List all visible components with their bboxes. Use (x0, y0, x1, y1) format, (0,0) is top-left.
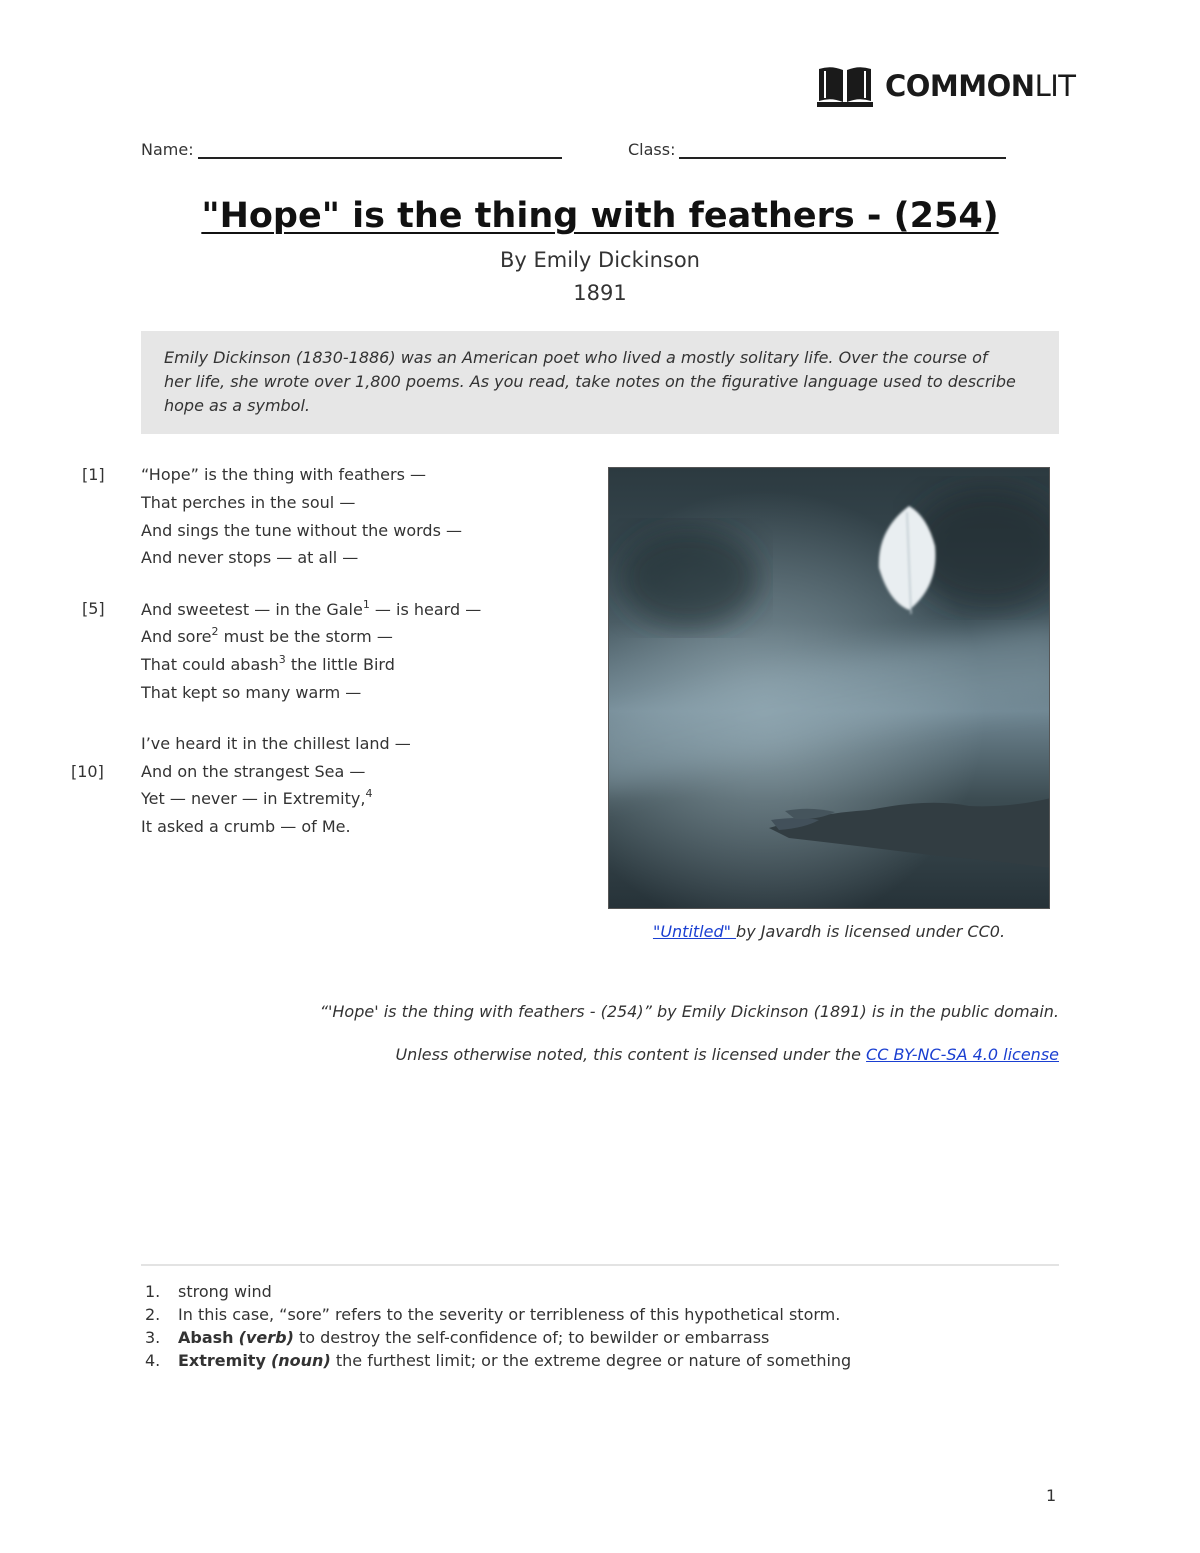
class-field[interactable] (628, 140, 1006, 159)
byline: By Emily Dickinson (500, 248, 700, 272)
page-number: 1 (1046, 1486, 1057, 1505)
line-number: [5] (82, 599, 105, 618)
feather-photo (608, 467, 1050, 909)
footnote: 1. strong wind (145, 1282, 272, 1301)
license-link[interactable]: CC BY-NC-SA 4.0 license (866, 1045, 1059, 1064)
class-line[interactable] (679, 141, 1006, 159)
footnote-ref: 3 (278, 653, 286, 666)
photo-link[interactable]: "Untitled" (652, 922, 737, 941)
name-label: Name: (141, 140, 194, 159)
footnote-ref: 1 (362, 598, 370, 611)
footnote-divider (141, 1264, 1059, 1266)
class-label: Class: (628, 140, 676, 159)
poem-line: That could abash$^3$ the little Bird (141, 653, 395, 674)
public-domain-notice: “'Hope' is the thing with feathers - (254)” by Emily Dickinson (1891) is in the public domain. (319, 1002, 1059, 1021)
poem-line: And on the strangest Sea — (141, 762, 366, 781)
footnote: 4. Extremity (noun) the furthest limit; or the extreme degree or nature of something (145, 1351, 852, 1370)
footnote-ref: 2 (211, 625, 219, 638)
open-book-icon (817, 65, 873, 107)
commonlit-logo (817, 64, 1076, 108)
poem-line: “Hope” is the thing with feathers — (141, 465, 427, 484)
license-notice: Unless otherwise noted, this content is licensed under the CC BY-NC-SA 4.0 license (395, 1045, 1059, 1064)
poem-line: And never stops — at all — (141, 548, 359, 567)
poem-line: And sweetest — in the Gale$^1$ — is heard — (141, 598, 482, 619)
footnote: 2. In this case, “sore” refers to the severity or terribleness of this hypothetical storm. (145, 1305, 841, 1324)
poem-line: That perches in the soul — (141, 493, 356, 512)
year: 1891 (573, 281, 627, 305)
photo-caption: "Untitled" by Javardh is licensed under CC0. (652, 922, 1006, 941)
poem-line: That kept so many warm — (141, 683, 362, 702)
poem-line: It asked a crumb — of Me. (141, 817, 351, 836)
poem-line: I’ve heard it in the chillest land — (141, 734, 411, 753)
poem-line: Yet — never — in Extremity,$^4$ (141, 787, 373, 808)
footnote-ref: 4 (365, 787, 373, 800)
name-line[interactable] (198, 141, 562, 159)
intro-box: Emily Dickinson (1830-1886) was an American poet who lived a mostly solitary life. Over the course of her life, she wrote over 1,800 poems. As you read, take notes on the figurative language used to describe hope as a symbol. (141, 331, 1059, 434)
line-number: [1] (82, 465, 105, 484)
name-field[interactable] (141, 140, 562, 159)
logo-text: COMMONLIT (885, 69, 1076, 103)
line-number: [10] (71, 762, 104, 781)
footnote: 3. Abash (verb) to destroy the self-confidence of; to bewilder or embarrass (145, 1328, 770, 1347)
poem-line: And sings the tune without the words — (141, 521, 462, 540)
page-title: "Hope" is the thing with feathers - (254) (201, 196, 999, 236)
poem-line: And sore$^2$ must be the storm — (141, 625, 393, 646)
